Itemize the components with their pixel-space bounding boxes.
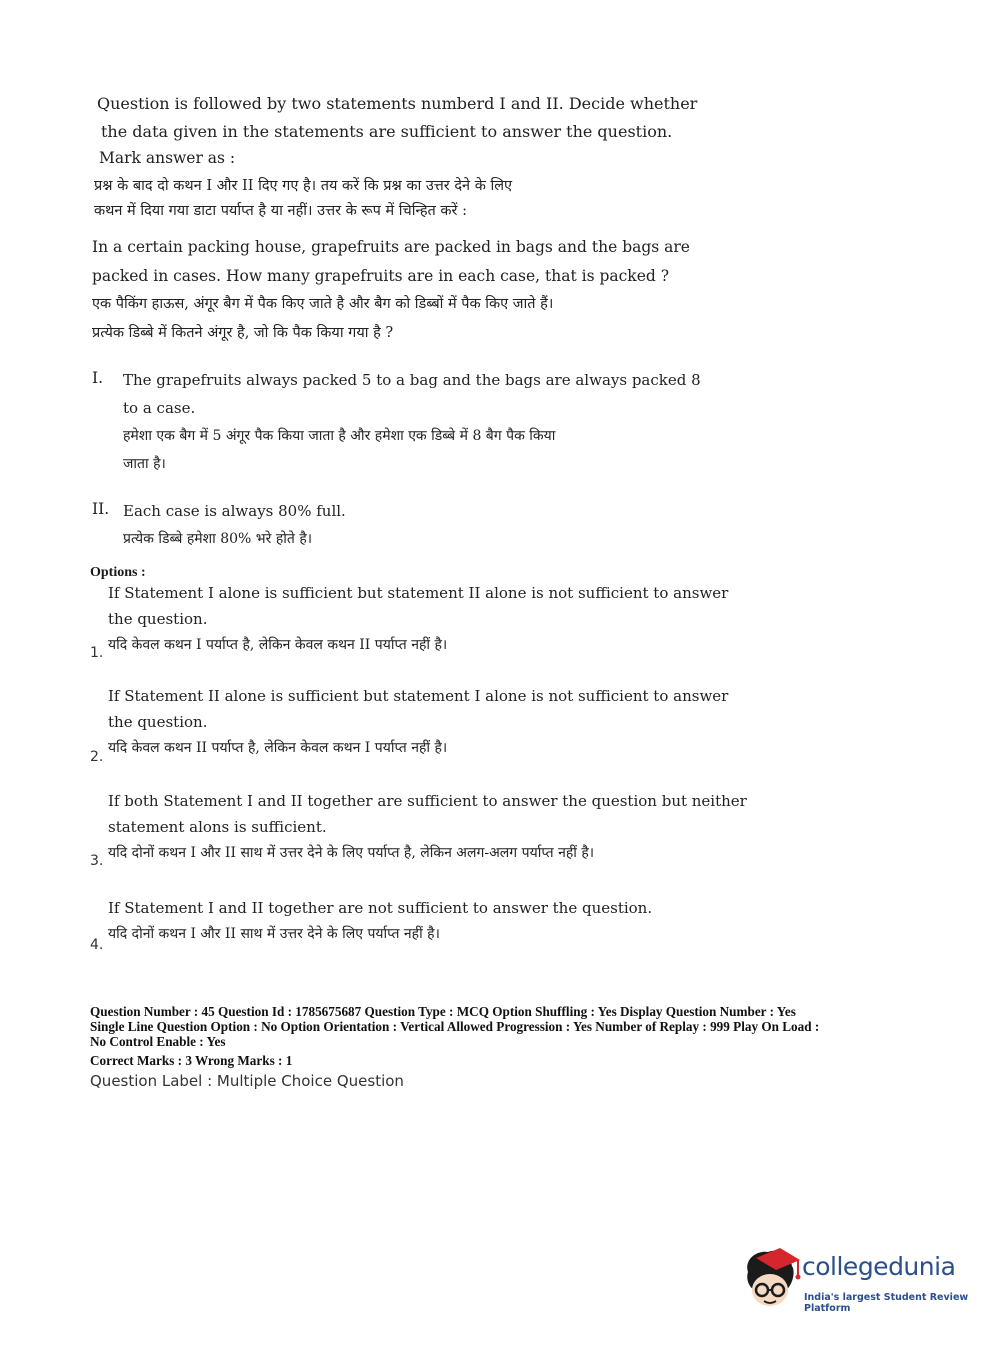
question-meta (90, 1004, 819, 1049)
question-hi-line: प्रत्येक डिब्बे में कितने अंगूर है, जो कि पैक किया गया है ? (92, 325, 394, 341)
mascot-icon (742, 1246, 802, 1310)
question-label: Question Label : Multiple Choice Question (90, 1072, 404, 1090)
statement-line: Each case is always 80% full. (123, 502, 346, 520)
question-hi-line: एक पैकिंग हाऊस, अंगूर बैग में पैक किए जाते है और बैग को डिब्बों में पैक किए जाते हैं। (92, 296, 554, 312)
statement-numeral: II. (92, 500, 110, 518)
meta-line: Single Line Question Option : No Option Orientation : Vertical Allowed Progression : Yes Number of Replay : 999 Play On Load : (90, 1019, 820, 1034)
option-number: 3. (90, 853, 104, 869)
question-line: In a certain packing house, grapefruits are packed in bags and the bags are (92, 238, 690, 256)
option-hi-line: यदि दोनों कथन I और II साथ में उत्तर देने के लिए पर्याप्त है, लेकिन अलग-अलग पर्याप्त नहीं है। (108, 845, 595, 861)
statement-numeral: I. (92, 369, 104, 387)
mark-answer-label: Mark answer as : (99, 149, 236, 167)
meta-line: No Control Enable : Yes (90, 1034, 226, 1049)
statement-line: The grapefruits always packed 5 to a bag and the bags are always packed 8 (123, 371, 701, 389)
option-text-line: statement alons is sufficient. (108, 818, 327, 836)
option-hi-line: यदि दोनों कथन I और II साथ में उत्तर देने के लिए पर्याप्त नहीं है। (108, 926, 440, 942)
instructions-hi (94, 174, 512, 224)
option-text-line: If Statement II alone is sufficient but statement I alone is not sufficient to answer (108, 687, 729, 705)
instructions-hi-line: कथन में दिया गया डाटा पर्याप्त है या नहीं। उत्तर के रूप में चिन्हित करें : (94, 203, 467, 219)
brand-name: collegedunia (802, 1252, 956, 1281)
question-hi (92, 290, 553, 348)
statement-1 (123, 366, 701, 478)
option-text-line: the question. (108, 713, 208, 731)
option-text-line: If Statement I alone is sufficient but statement II alone is not sufficient to answer (108, 584, 729, 602)
statement-hi-line: जाता है। (123, 456, 166, 472)
option-number: 2. (90, 749, 104, 765)
option-hi-line: यदि केवल कथन I पर्याप्त है, लेकिन केवल कथन II पर्याप्त नहीं है। (108, 637, 448, 653)
collegedunia-logo[interactable] (742, 1246, 972, 1316)
instructions-line: Question is followed by two statements numberd I and II. Decide whether (97, 94, 698, 113)
options-title: Options : (90, 565, 146, 580)
option-number: 4. (90, 937, 104, 953)
meta-line: Question Number : 45 Question Id : 1785675687 Question Type : MCQ Option Shuffling : Yes Display Question Number : Yes (90, 1004, 796, 1019)
statement-line: to a case. (123, 399, 196, 417)
marks-line: Correct Marks : 3 Wrong Marks : 1 (90, 1053, 293, 1068)
option-text-line: If Statement I and II together are not sufficient to answer the question. (108, 899, 653, 917)
option-hi-line: यदि केवल कथन II पर्याप्त है, लेकिन केवल कथन I पर्याप्त नहीं है। (108, 740, 448, 756)
instructions-hi-line: प्रश्न के बाद दो कथन I और II दिए गए है। तय करें कि प्रश्न का उत्तर देने के लिए (94, 178, 513, 194)
instructions-en (97, 90, 697, 146)
question-en (92, 233, 690, 291)
option-text-line: If both Statement I and II together are sufficient to answer the question but neither (108, 792, 747, 810)
option-number: 1. (90, 645, 104, 661)
brand-tagline: India's largest Student Review Platform (804, 1292, 969, 1314)
statement-2 (123, 497, 346, 553)
question-line: packed in cases. How many grapefruits are in each case, that is packed ? (92, 267, 670, 285)
statement-hi-line: हमेशा एक बैग में 5 अंगूर पैक किया जाता है और हमेशा एक डिब्बे में 8 बैग पैक किया (123, 428, 556, 444)
instructions-line: the data given in the statements are sufficient to answer the question. (101, 122, 673, 141)
option-text-line: the question. (108, 610, 208, 628)
statement-hi-line: प्रत्येक डिब्बे हमेशा 80% भरे होते है। (123, 531, 313, 547)
